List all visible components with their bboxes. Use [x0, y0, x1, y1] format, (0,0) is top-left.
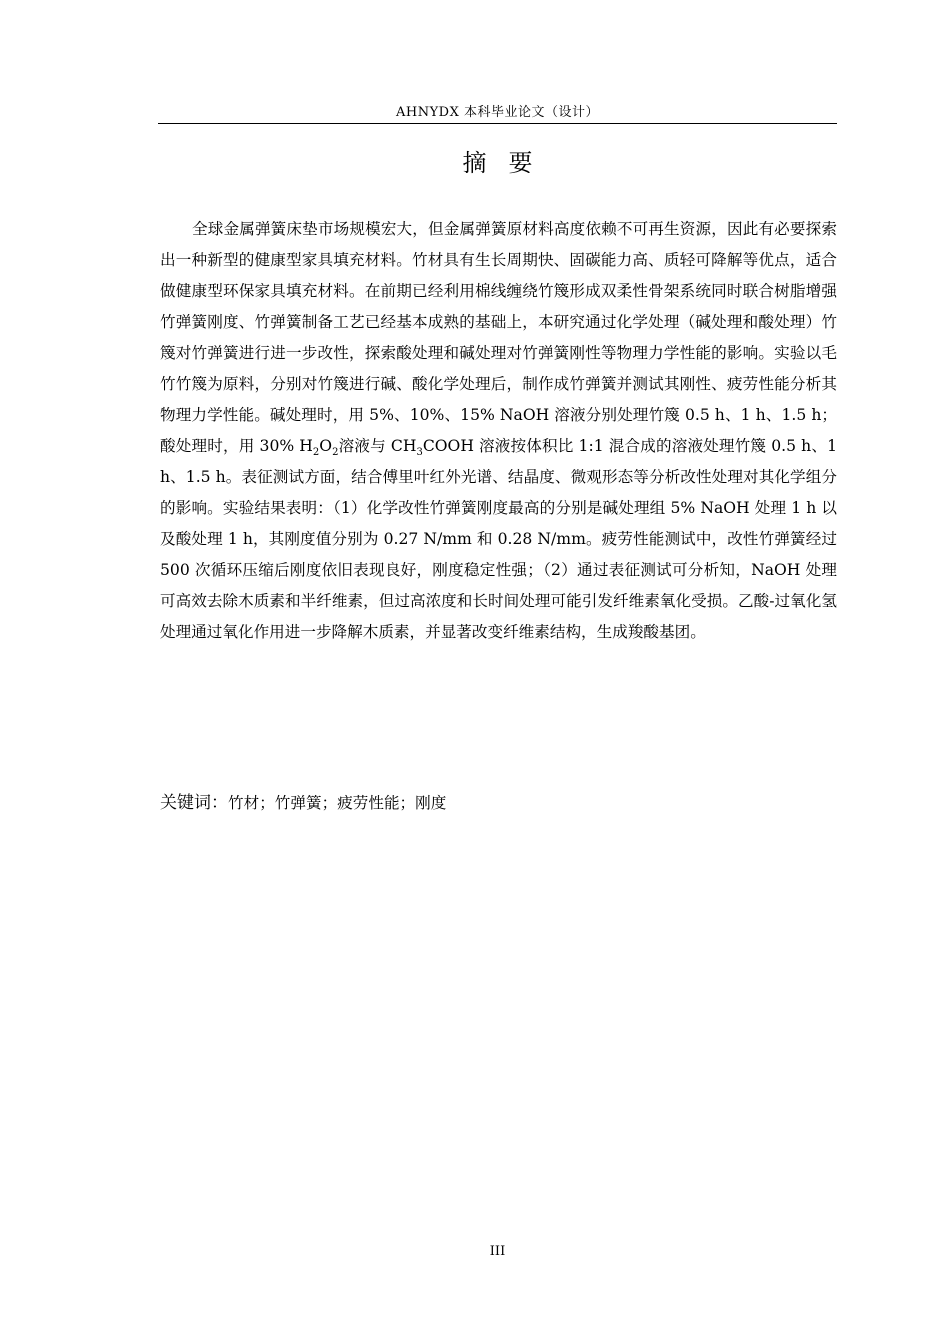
abstract-title-char-2: 要 [508, 149, 533, 177]
abstract-text-seg4: COOH 溶液按体积比 1:1 混合成的溶液处理竹篾 0.5 h、1 h、1.5 h。表征测试方面，结合傅里叶红外光谱、结晶度、微观形态等分析改性处理对其化学组分的影响。实验结果表明：（1）化学改性竹弹簧刚度最高的分别是碱处理组 5% NaOH 处理 1 h 以及酸处理 1 h，其刚度值分别为 0.27 N/mm 和 0.28 N/mm。疲劳性能测试中，改性竹弹簧经过 500 次循环压缩后刚度依旧表现良好，刚度稳定性强；（2）通过表征测试可分析知，NaOH 处理可高效去除木质素和半纤维素，但过高浓度和长时间处理可能引发纤维素氧化受损。乙酸-过氧化氢处理通过氧化作用进一步降解木质素，并显著改变纤维素结构，生成羧酸基团。 [160, 437, 837, 641]
page-number: III [489, 1244, 506, 1259]
keywords-label: 关键词： [160, 793, 228, 813]
keywords-text: 竹材；竹弹簧；疲劳性能；刚度 [228, 794, 447, 812]
abstract-text-seg1: 全球金属弹簧床垫市场规模宏大，但金属弹簧原材料高度依赖不可再生资源，因此有必要探索出一种新型的健康型家具填充材料。竹材具有生长周期快、固碳能力高、质轻可降解等优点，适合做健康型环保家具填充材料。在前期已经利用棉线缠绕竹篾形成双柔性骨架系统同时联合树脂增强竹弹簧刚度、竹弹簧制备工艺已经基本成熟的基础上，本研究通过化学处理（碱处理和酸处理）竹篾对竹弹簧进行进一步改性，探索酸处理和碱处理对竹弹簧刚性等物理力学性能的影响。实验以毛竹竹篾为原料，分别对竹篾进行碱、酸化学处理后，制作成竹弹簧并测试其刚性、疲劳性能分析其物理力学性能。碱处理时，用 5%、10%、15% NaOH 溶液分别处理竹篾 0.5 h、1 h、1.5 h；酸处理时，用 30% H [160, 220, 837, 455]
abstract-title-char-1: 摘 [462, 149, 487, 177]
running-header: AHNYDX 本科毕业论文（设计） [396, 105, 599, 120]
keywords-line [160, 788, 837, 818]
abstract-text-seg2: O [319, 437, 333, 455]
abstract-paragraph [160, 214, 837, 648]
abstract-text-seg3: 溶液与 CH [338, 437, 417, 455]
subscript-ch3: 3 [416, 447, 423, 459]
abstract-title [158, 146, 837, 180]
header-divider [158, 123, 837, 124]
subscript-h2o2-h: 2 [312, 447, 320, 459]
subscript-h2o2-o: 2 [332, 447, 339, 459]
